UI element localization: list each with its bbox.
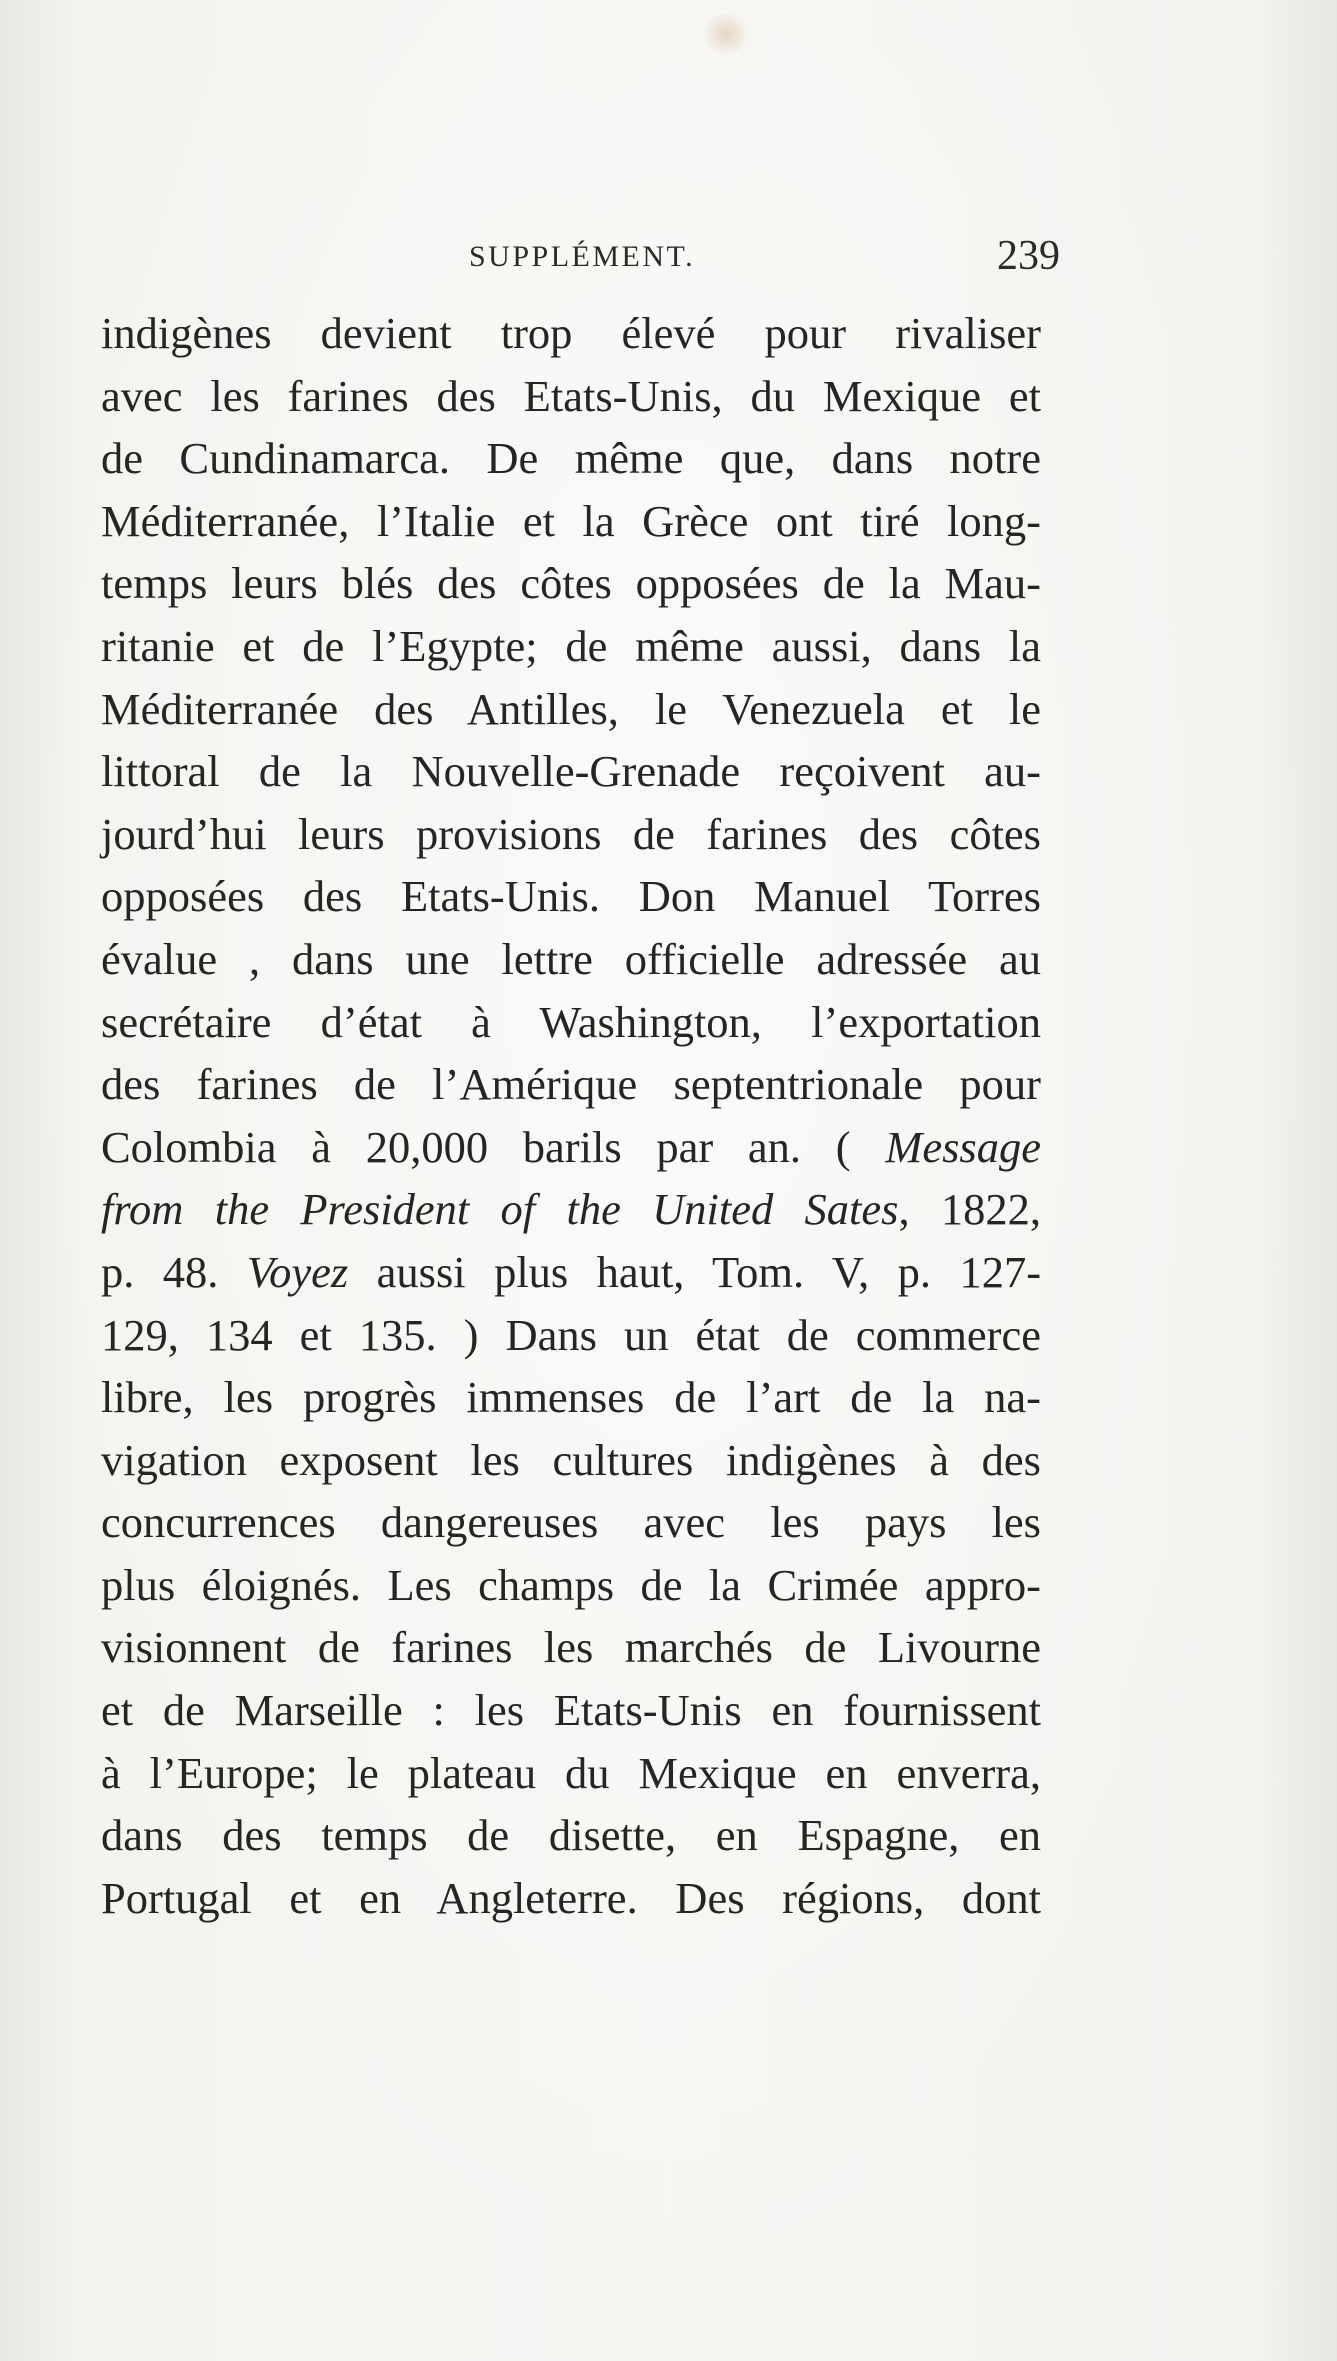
text-line: opposées des Etats-Unis. Don Manuel Torres <box>101 871 1041 922</box>
italic-word: Voyez <box>246 1246 349 1297</box>
text-line: vigation exposent les cultures indigènes à des <box>101 1434 1041 1485</box>
text-line <box>101 1178 1041 1241</box>
text-line: Portugal et en Angleterre. Des régions, dont <box>101 1872 1041 1923</box>
paper-stain <box>700 14 752 54</box>
italic-title: from the President of the United Sates <box>101 1184 899 1235</box>
text-run: Colombia à 20,000 barils par an. ( <box>101 1121 851 1172</box>
text-line: dans des temps de disette, en Espagne, en <box>101 1810 1041 1861</box>
text-line: avec les farines des Etats-Unis, du Mexique et <box>101 370 1041 421</box>
text-line <box>101 1116 1041 1179</box>
text-line: concurrences dangereuses avec les pays les <box>101 1497 1041 1548</box>
text-line: littoral de la Nouvelle-Grenade reçoivent au- <box>101 746 1041 797</box>
text-line: indigènes devient trop élevé pour rivaliser <box>101 308 1041 358</box>
text-run: p. 48. <box>101 1246 219 1297</box>
text-line: évalue , dans une lettre officielle adressée au <box>101 933 1041 984</box>
text-run: , 1822, <box>898 1184 1042 1235</box>
italic-title: Message <box>885 1121 1042 1172</box>
text-line: à l’Europe; le plateau du Mexique en enverra, <box>101 1747 1041 1798</box>
text-line: ritanie et de l’Egypte; de même aussi, dans la <box>101 620 1041 671</box>
text-line: libre, les progrès immenses de l’art de la na- <box>101 1372 1041 1423</box>
text-line: de Cundinamarca. De même que, dans notre <box>101 433 1041 484</box>
text-line <box>101 1241 1041 1304</box>
text-line: 129, 134 et 135. ) Dans un état de commerce <box>101 1309 1041 1360</box>
text-line: jourd’hui leurs provisions de farines des côtes <box>101 808 1041 859</box>
text-line: Méditerranée, l’Italie et la Grèce ont tiré long- <box>101 495 1041 546</box>
text-run: aussi plus haut, Tom. V, p. 127- <box>376 1246 1042 1297</box>
text-line: secrétaire d’état à Washington, l’exportation <box>101 996 1041 1047</box>
page-header <box>100 232 1060 292</box>
text-line: plus éloignés. Les champs de la Crimée appro- <box>101 1559 1041 1610</box>
running-head: SUPPLÉMENT. <box>469 240 696 273</box>
text-line: des farines de l’Amérique septentrionale pour <box>101 1059 1041 1110</box>
page-number: 239 <box>997 233 1060 279</box>
text-line: et de Marseille : les Etats-Unis en fournissent <box>101 1685 1041 1736</box>
body-text <box>101 302 1041 1929</box>
text-line: temps leurs blés des côtes opposées de la Mau- <box>101 558 1041 609</box>
text-line: visionnent de farines les marchés de Livourne <box>101 1622 1041 1673</box>
text-line: Méditerranée des Antilles, le Venezuela et le <box>101 683 1041 734</box>
